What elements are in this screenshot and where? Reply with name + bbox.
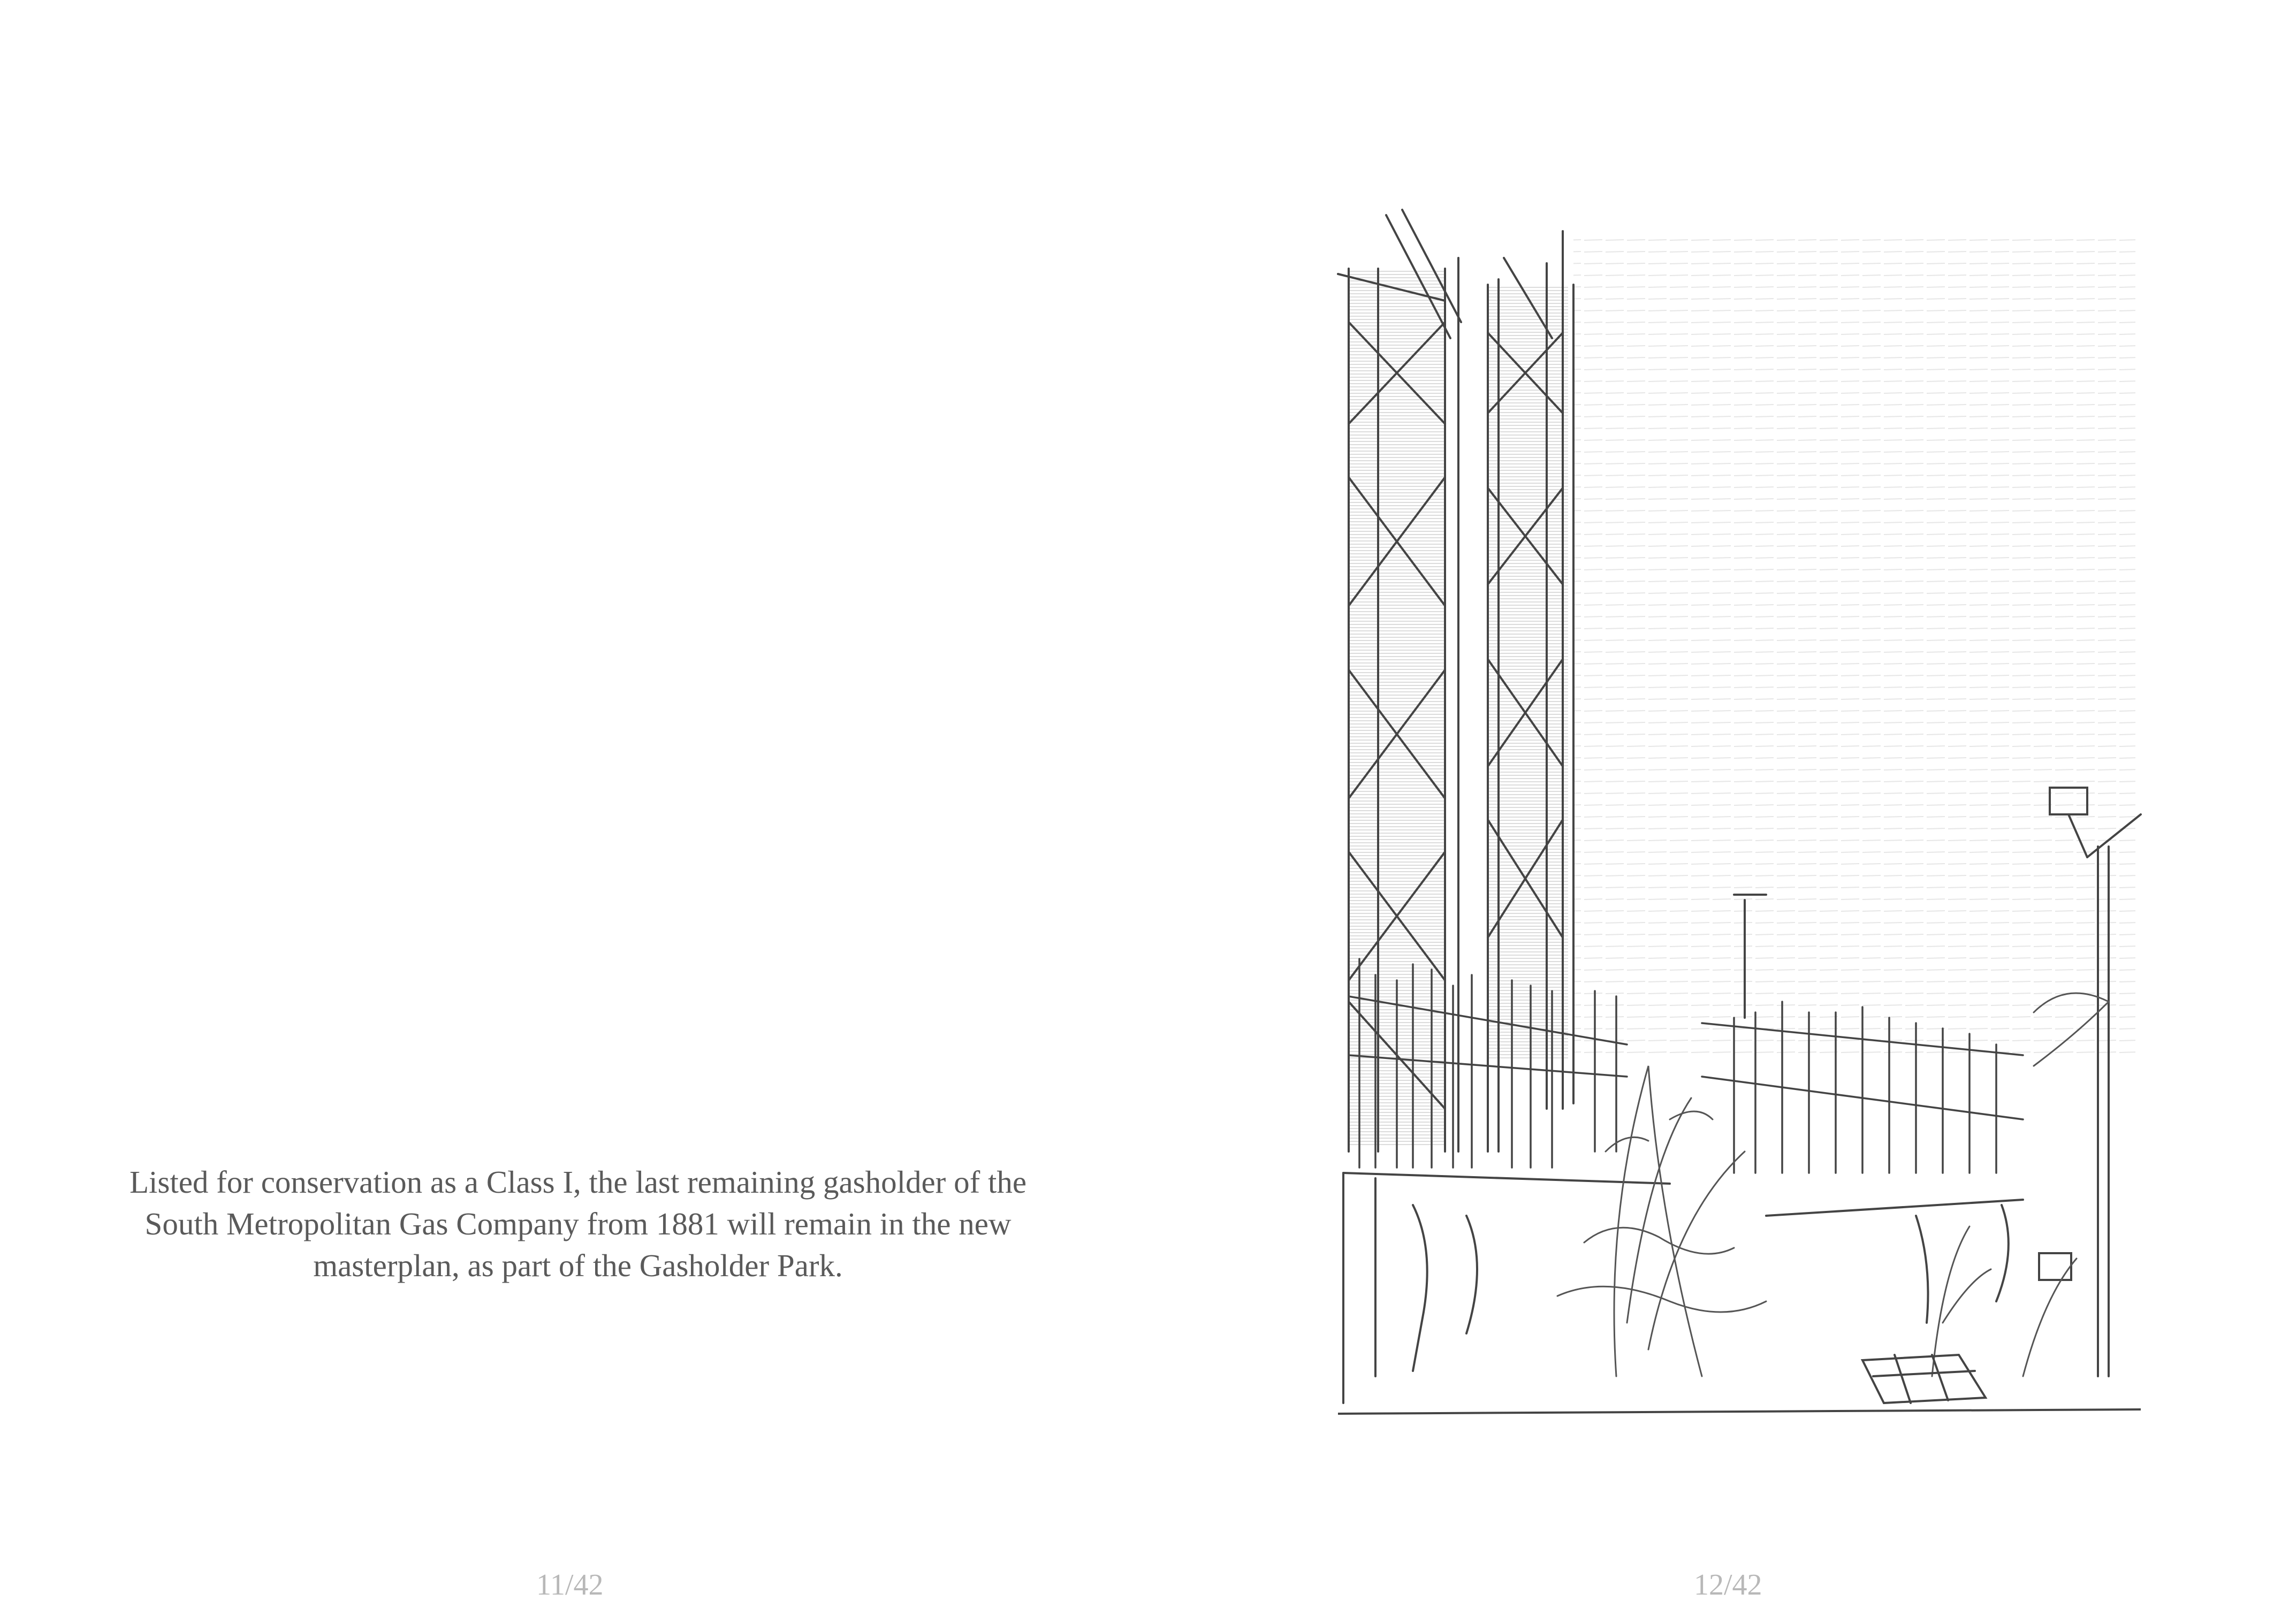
left-page — [0, 0, 1144, 1624]
page-number-right: 12/42 — [1694, 1568, 1762, 1602]
caption-line: Listed for conservation as a Class I, the last remaining gasholder of the — [129, 1164, 1027, 1200]
caption-line: masterplan, as part of the Gasholder Park. — [313, 1248, 843, 1283]
ground-line — [1338, 1409, 2141, 1414]
page-number-left: 11/42 — [536, 1568, 604, 1602]
sky-hatching — [1573, 231, 2135, 1055]
wall — [1343, 1173, 2071, 1403]
gasholder-sketch-illustration — [1327, 199, 2153, 1430]
left-tower — [1338, 210, 1461, 1152]
caption — [102, 1161, 1054, 1286]
pallets — [1862, 1355, 1986, 1403]
caption-line: South Metropolitan Gas Company from 1881 will remain in the new — [145, 1206, 1012, 1241]
